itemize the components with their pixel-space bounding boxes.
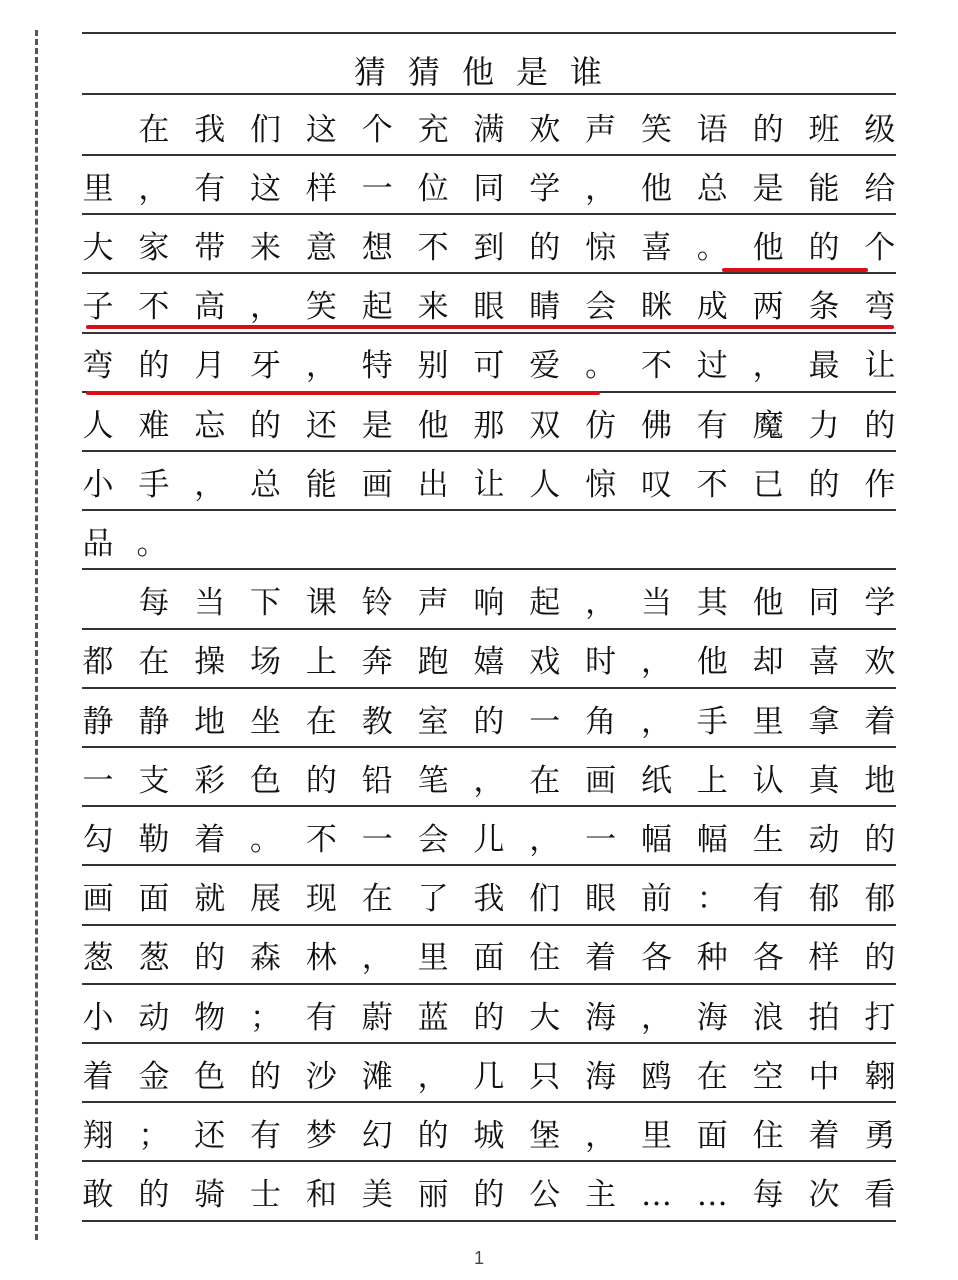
text-line: 小 手 ， 总 能 画 出 让 人 惊 叹 不 已 的 作 [82,466,896,503]
text-line: 画 面 就 展 现 在 了 我 们 眼 前 ： 有 郁 郁 [82,881,896,918]
highlight-underline [722,268,868,272]
text-line: 敢 的 骑 士 和 美 丽 的 公 主 … … 每 次 看 [82,1177,896,1214]
essay-title: 猜猜他是谁 [353,53,624,91]
line-rule [82,687,896,689]
text-line: 翔 ； 还 有 梦 幻 的 城 堡 ， 里 面 住 着 勇 [82,1117,896,1154]
highlight-underline [86,325,894,329]
line-rule [82,332,896,334]
text-line: 静 静 地 坐 在 教 室 的 一 角 ， 手 里 拿 着 [82,703,896,740]
text-line: 都 在 操 场 上 奔 跑 嬉 戏 时 ， 他 却 喜 欢 [82,644,896,681]
line-rule [82,1160,896,1162]
binding-margin-line [35,30,38,1240]
line-rule [82,1220,896,1222]
text-line: 每 当 下 课 铃 声 响 起 ， 当 其 他 同 学 [138,585,896,622]
line-rule [82,983,896,985]
line-rule [82,509,896,511]
line-rule [82,864,896,866]
line-rule [82,805,896,807]
line-rule [82,746,896,748]
text-line: 葱 葱 的 森 林 ， 里 面 住 着 各 种 各 样 的 [82,940,896,977]
highlight-underline [86,391,600,395]
line-rule [82,154,896,156]
text-line: 着 金 色 的 沙 滩 ， 几 只 海 鸥 在 空 中 翱 [82,1058,896,1095]
text-line: 品 。 [82,525,168,562]
text-line: 子 不 高 ， 笑 起 来 眼 睛 会 眯 成 两 条 弯 [82,289,896,326]
title-rule [82,93,896,95]
line-rule [82,1042,896,1044]
line-rule [82,568,896,570]
line-rule [82,628,896,630]
text-line: 在 我 们 这 个 充 满 欢 声 笑 语 的 班 级 [138,111,896,148]
line-rule [82,213,896,215]
line-rule [82,924,896,926]
text-line: 里 ， 有 这 样 一 位 同 学 ， 他 总 是 能 给 [82,170,896,207]
line-rule [82,450,896,452]
text-line: 人 难 忘 的 还 是 他 那 双 仿 佛 有 魔 力 的 [82,407,896,444]
text-line: 勾 勒 着 。 不 一 会 儿 ， 一 幅 幅 生 动 的 [82,821,896,858]
text-line: 一 支 彩 色 的 铅 笔 ， 在 画 纸 上 认 真 地 [82,762,896,799]
line-rule [82,272,896,274]
line-rule [82,1101,896,1103]
text-line: 小 动 物 ； 有 蔚 蓝 的 大 海 ， 海 浪 拍 打 [82,999,896,1036]
text-line: 大 家 带 来 意 想 不 到 的 惊 喜 。 他 的 个 [82,229,896,266]
page-number: 1 [473,1248,484,1268]
top-rule [82,32,896,34]
text-line: 弯 的 月 牙 ， 特 别 可 爱 。 不 过 ， 最 让 [82,348,896,385]
